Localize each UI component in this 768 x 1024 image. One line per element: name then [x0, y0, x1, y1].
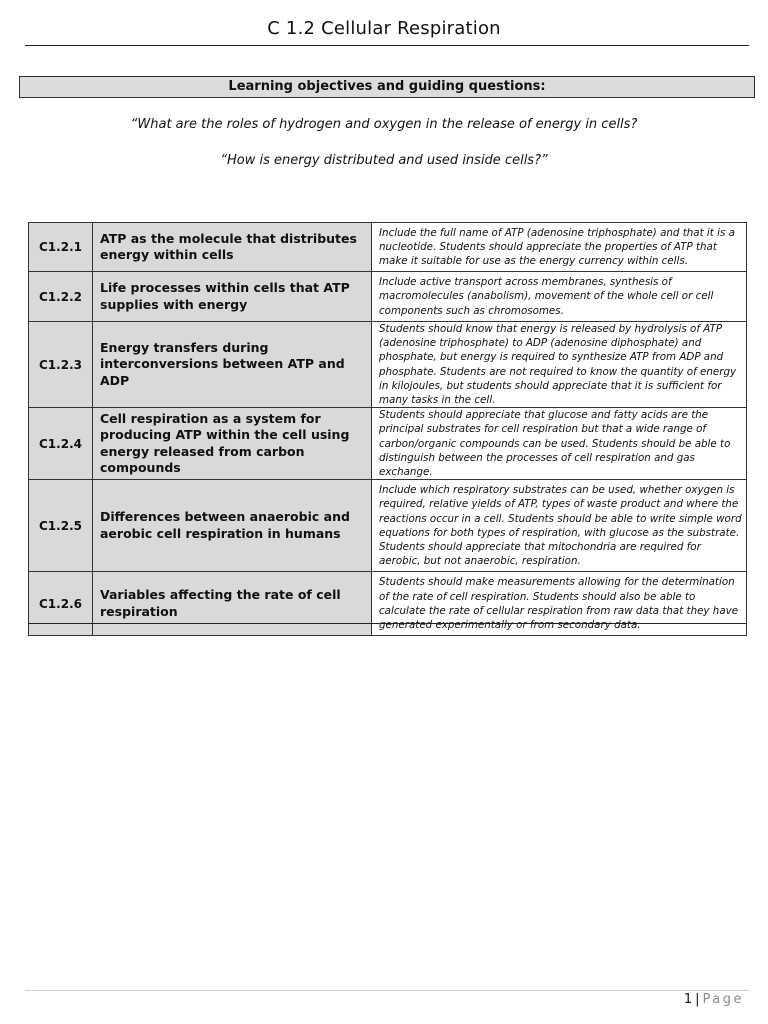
- guiding-question-1: “What are the roles of hydrogen and oxygen in the release of energy in cells?: [130, 117, 638, 132]
- row-code: C1.2.6: [29, 572, 93, 636]
- row-topic: Cell respiration as a system for producing ATP within the cell using energy released from carbon compounds: [93, 408, 372, 480]
- row-topic: Variables affecting the rate of cell respiration: [93, 572, 372, 636]
- title-divider: [25, 45, 749, 46]
- table-row: [29, 322, 747, 408]
- page-footer: [684, 992, 744, 1007]
- table-row: [29, 408, 747, 480]
- row-topic: ATP as the molecule that distributes energy within cells: [93, 223, 372, 272]
- table-row: [29, 572, 747, 636]
- table-row: [29, 480, 747, 572]
- objectives-heading: Learning objectives and guiding questions:: [19, 76, 755, 98]
- objectives-table: [28, 222, 747, 636]
- row-guidance: Include which respiratory substrates can be used, whether oxygen is required, relative yields of ATP, types of waste product and where the reactions occur in a cell. Students should be able to write simple word equations for both types of respiration, with glucose as the substrate. Students should appreciate that mitochondria are required for aerobic, but not anaerobic, respiration.: [372, 480, 747, 572]
- row-code: C1.2.5: [29, 480, 93, 572]
- page-label: Page: [702, 992, 744, 1007]
- row-topic: Differences between anaerobic and aerobic cell respiration in humans: [93, 480, 372, 572]
- row-topic: Life processes within cells that ATP supplies with energy: [93, 272, 372, 322]
- row-topic: Energy transfers during interconversions between ATP and ADP: [93, 322, 372, 408]
- row-guidance: Students should appreciate that glucose and fatty acids are the principal substrates for cell respiration but that a wide range of carbon/organic compounds can be used. Students should be able to distinguish between the processes of cell respiration and gas exchange.: [372, 408, 747, 480]
- footer-divider: [25, 990, 749, 991]
- page-title: C 1.2 Cellular Respiration: [267, 18, 501, 39]
- row-guidance: Include active transport across membranes, synthesis of macromolecules (anabolism), movement of the whole cell or cell components such as chromosomes.: [372, 272, 747, 322]
- row-guidance: Students should know that energy is released by hydrolysis of ATP (adenosine triphosphate) to ADP (adenosine diphosphate) and phosphate, but energy is required to synthesize ATP from ADP and phosphate. Students are not required to know the quantity of energy in kilojoules, but students should appreciate that it is sufficient for many tasks in the cell.: [372, 322, 747, 408]
- table-row: [29, 272, 747, 322]
- table-row: [29, 223, 747, 272]
- row-guidance: Students should make measurements allowing for the determination of the rate of cell respiration. Students should also be able to calculate the rate of cellular respiration from raw data that they have generated experimentally or from secondary data.: [372, 572, 747, 636]
- row-code: C1.2.4: [29, 408, 93, 480]
- table-bottom-divider: [28, 623, 747, 624]
- row-code: C1.2.1: [29, 223, 93, 272]
- guiding-question-2: “How is energy distributed and used inside cells?”: [220, 153, 548, 168]
- row-guidance: Include the full name of ATP (adenosine triphosphate) and that it is a nucleotide. Students should appreciate the properties of ATP that make it suitable for use as the energy currency within cells.: [372, 223, 747, 272]
- footer-separator: |: [695, 992, 700, 1007]
- page-number: 1: [683, 992, 693, 1007]
- row-code: C1.2.3: [29, 322, 93, 408]
- row-code: C1.2.2: [29, 272, 93, 322]
